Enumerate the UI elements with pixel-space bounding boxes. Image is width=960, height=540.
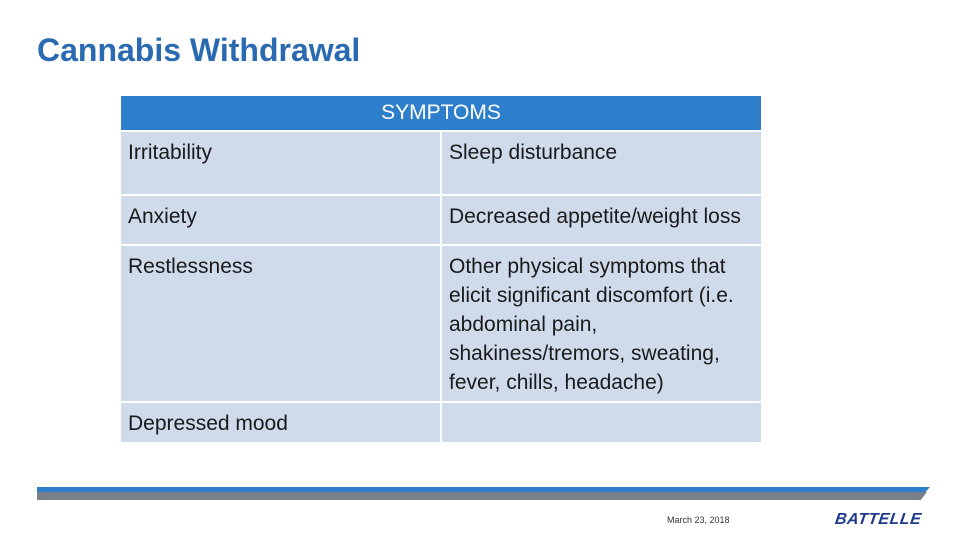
table-row (121, 402, 761, 443)
table-cell-left: Depressed mood (121, 402, 441, 443)
footer-accent-bar (37, 487, 930, 492)
symptoms-table (121, 96, 761, 444)
table-row (121, 245, 761, 402)
table-row (121, 131, 761, 195)
table-cell-left: Anxiety (121, 195, 441, 245)
table-cell-right: Other physical symptoms that elicit significant discomfort (i.e. abdominal pain, shakiness/tremors, sweating, fever, chills, headache) (441, 245, 761, 402)
table-cell-right: Decreased appetite/weight loss (441, 195, 761, 245)
footer-date: March 23, 2018 (667, 515, 730, 525)
battelle-logo: BATTELLE (833, 511, 923, 528)
table-header-row (121, 96, 761, 131)
table-cell-right (441, 402, 761, 443)
table-cell-left: Irritability (121, 131, 441, 195)
slide-title: Cannabis Withdrawal (37, 32, 361, 68)
table-cell-left: Restlessness (121, 245, 441, 402)
table-row (121, 195, 761, 245)
footer-gray-bar (37, 492, 927, 500)
table-header-symptoms: SYMPTOMS (121, 96, 761, 131)
table-cell-right: Sleep disturbance (441, 131, 761, 195)
